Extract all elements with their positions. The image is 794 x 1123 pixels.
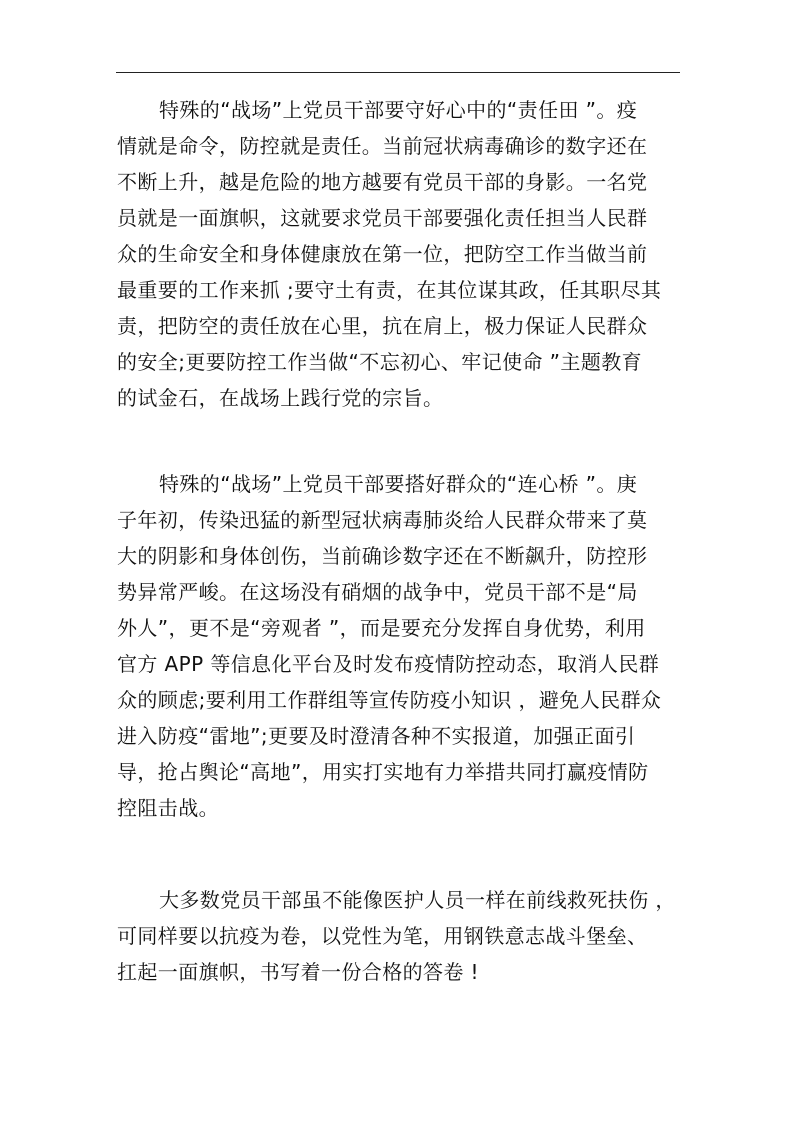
paragraph-line: 的安全;更要防控工作当做“不忘初心、牢记使命 ”主题教育: [117, 350, 643, 374]
paragraph-line: 不断上升，越是危险的地方越要有党员干部的身影。一名党: [117, 170, 648, 194]
paragraph-line: 员就是一面旗帜，这就要求党员干部要强化责任担当人民群: [117, 206, 648, 230]
paragraph-2: [117, 466, 661, 826]
paragraph-line: 大多数党员干部虽不能像医护人员一样在前线救死扶伤 ，: [159, 888, 676, 912]
paragraph-line: 特殊的“战场”上党员干部要守好心中的“责任田 ”。疫: [159, 98, 638, 122]
header-rule: [116, 72, 680, 73]
paragraph-line: 导，抢占舆论“高地”，用实打实地有力举措共同打赢疫情防: [117, 760, 649, 784]
paragraph-line: 外人”，更不是“旁观者 ”，而是要充分发挥自身优势，利用: [117, 616, 646, 640]
paragraph-line: 情就是命令，防控就是责任。当前冠状病毒确诊的数字还在: [117, 134, 648, 158]
paragraph-line: 众的生命安全和身体健康放在第一位，把防空工作当做当前: [117, 242, 648, 266]
paragraph-line: 势异常严峻。在这场没有硝烟的战争中，党员干部不是“局: [117, 580, 638, 604]
paragraph-line: 众的顾虑;要利用工作群组等宣传防疫小知识 ，避免人民群众: [117, 688, 662, 712]
paragraph-1: [117, 92, 661, 416]
paragraph-3: [117, 882, 676, 990]
paragraph-line: 控阻击战。: [117, 796, 219, 820]
paragraph-line: 可同样要以抗疫为卷，以党性为笔，用钢铁意志战斗堡垒、: [117, 924, 648, 948]
paragraph-line: 的试金石，在战场上践行党的宗旨。: [117, 386, 444, 410]
paragraph-line: 责，把防空的责任放在心里，抗在肩上，极力保证人民群众: [117, 314, 648, 338]
paragraph-line: 大的阴影和身体创伤，当前确诊数字还在不断飙升，防控形: [117, 544, 648, 568]
paragraph-line: 官方 APP 等信息化平台及时发布疫情防控动态，取消人民群: [117, 652, 660, 676]
paragraph-line: 扛起一面旗帜，书写着一份合格的答卷 !: [117, 960, 479, 984]
paragraph-line: 最重要的工作来抓 ;要守土有责，在其位谋其政，任其职尽其: [117, 278, 662, 302]
paragraph-line: 子年初，传染迅猛的新型冠状病毒肺炎给人民群众带来了莫: [117, 508, 648, 532]
paragraph-line: 特殊的“战场”上党员干部要搭好群众的“连心桥 ”。庚: [159, 472, 638, 496]
paragraph-line: 进入防疫“雷地”;更要及时澄清各种不实报道，加强正面引: [117, 724, 636, 748]
